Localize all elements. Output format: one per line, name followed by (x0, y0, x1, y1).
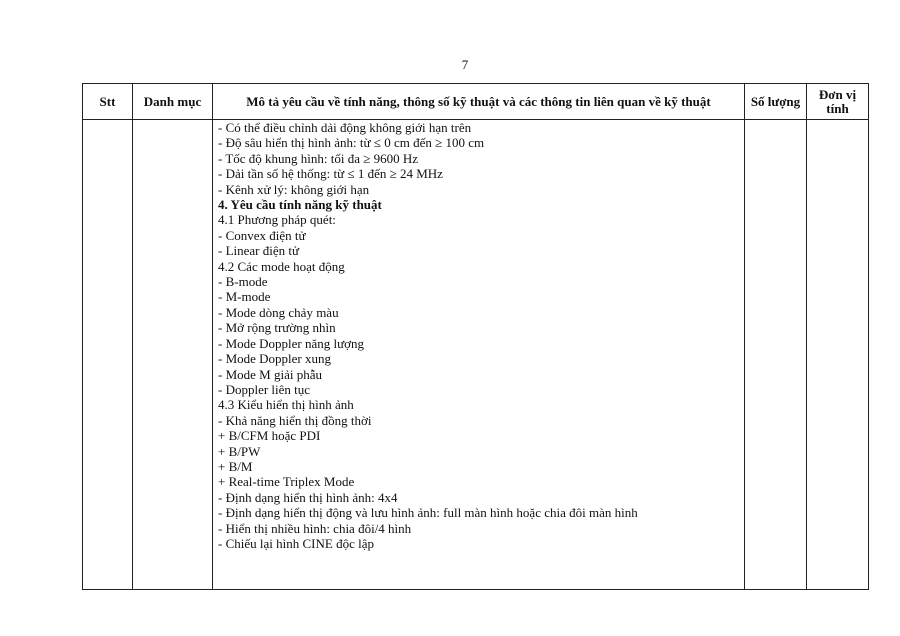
cell-quantity (745, 120, 807, 590)
table-header-row (83, 84, 869, 120)
description-line: + Real-time Triplex Mode (218, 474, 355, 490)
description-line: - Kênh xử lý: không giới hạn (218, 181, 370, 197)
description-line: - Convex điện tử (218, 227, 306, 243)
description-line: + B/M (218, 458, 253, 474)
description-line: 4.1 Phương pháp quét: (218, 212, 336, 228)
header-description: Mô tả yêu cầu về tính năng, thông số kỹ thuật và các thông tin liên quan về kỹ thuật (213, 84, 745, 120)
description-line: - Hiển thị nhiều hình: chia đôi/4 hình (218, 520, 412, 536)
description-line: - Doppler liên tục (218, 381, 311, 397)
description-line: - Linear điện tử (218, 243, 300, 259)
description-line: - Định dạng hiển thị hình ảnh: 4x4 (218, 489, 398, 505)
page-number: 7 (461, 57, 469, 72)
description-line: - Dải tần số hệ thống: từ ≤ 1 đến ≥ 24 MHz (218, 166, 443, 182)
header-stt: Stt (83, 84, 133, 120)
description-line: - Mode Doppler xung (218, 351, 332, 367)
description-line: - Định dạng hiển thị động và lưu hình ảnh: full màn hình hoặc chia đôi màn hình (218, 505, 638, 521)
description-line: 4.3 Kiểu hiển thị hình ảnh (218, 397, 354, 413)
description-line: - Tốc độ khung hình: tối đa ≥ 9600 Hz (218, 150, 419, 166)
table-row (83, 120, 869, 590)
description-line: 4.2 Các mode hoạt động (218, 258, 345, 274)
description-line: - Mode Doppler năng lượng (218, 335, 365, 351)
description-line: - Mode M giải phẫu (218, 366, 322, 382)
cell-category (133, 120, 213, 590)
header-category: Danh mục (133, 84, 213, 120)
description-line: - Khả năng hiển thị đồng thời (218, 412, 372, 428)
description-line: - Có thể điều chỉnh dải động không giới hạn trên (218, 120, 472, 135)
description-line: - B-mode (218, 274, 268, 290)
description-line: - M-mode (218, 289, 271, 305)
description-line: + B/PW (218, 443, 261, 459)
description-line: - Độ sâu hiển thị hình ảnh: từ ≤ 0 cm đến ≥ 100 cm (218, 135, 485, 151)
description-line: - Mode dòng chảy màu (218, 304, 339, 320)
description-line: - Chiếu lại hình CINE độc lập (218, 535, 374, 551)
cell-description (213, 120, 745, 590)
spec-table (82, 83, 869, 590)
description-line: - Mở rộng trường nhìn (218, 320, 336, 336)
header-quantity: Số lượng (745, 84, 807, 120)
section-heading: 4. Yêu cầu tính năng kỹ thuật (218, 197, 382, 213)
description-line: + B/CFM hoặc PDI (218, 428, 321, 444)
cell-stt (83, 120, 133, 590)
header-unit: Đơn vị tính (807, 84, 869, 120)
cell-unit (807, 120, 869, 590)
